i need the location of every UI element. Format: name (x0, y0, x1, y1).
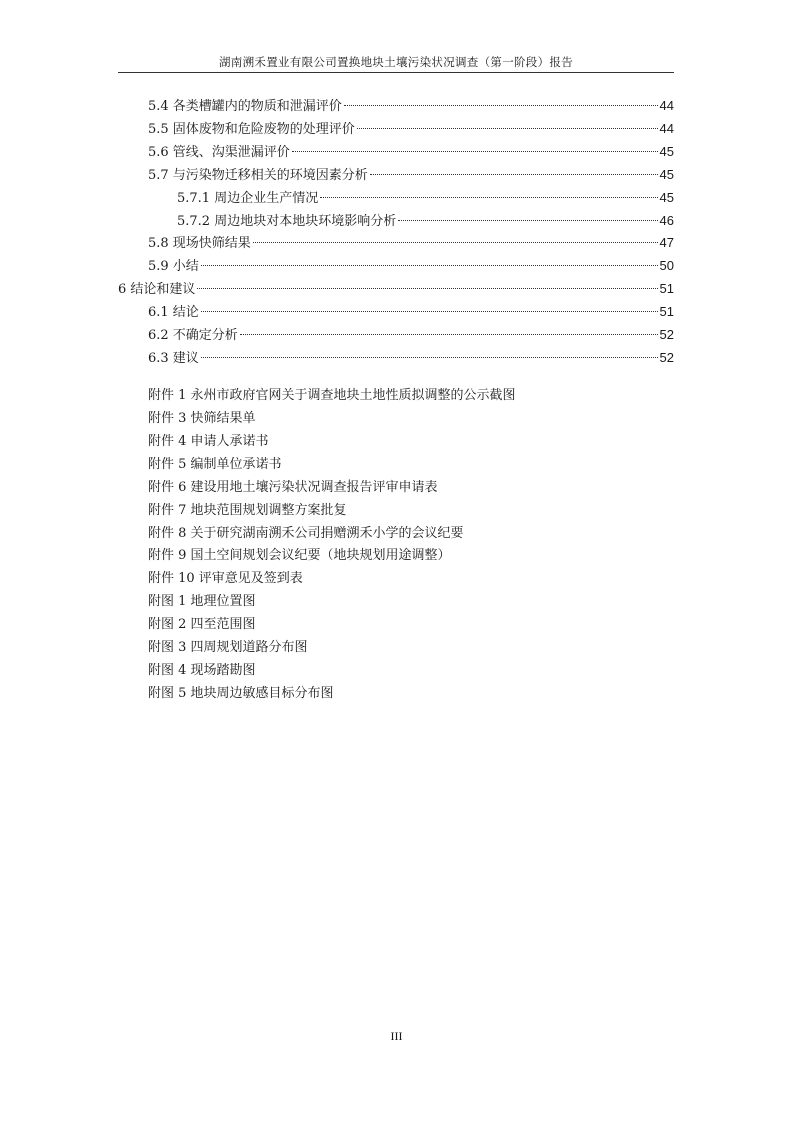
toc-leader-dots (320, 197, 657, 198)
appendix-item: 附件 6 建设用地土壤污染状况调查报告评审申请表 (148, 480, 438, 495)
toc-entry-label: 6.1 结论 (148, 305, 199, 320)
toc-entry-page: 50 (659, 258, 674, 273)
toc-leader-dots (370, 174, 658, 175)
toc-entry-page: 44 (659, 121, 674, 136)
toc-leader-dots (197, 288, 657, 289)
toc-entry-page: 45 (659, 167, 674, 182)
appendix-item: 附件 5 编制单位承诺书 (148, 457, 282, 472)
toc-leader-dots (201, 311, 658, 312)
figure-item: 附图 4 现场踏勘图 (148, 663, 256, 678)
toc-entry-page: 52 (659, 327, 674, 342)
appendix-item: 附件 1 永州市政府官网关于调查地块土地性质拟调整的公示截图 (148, 388, 516, 403)
appendix-item: 附件 4 申请人承诺书 (148, 434, 269, 449)
toc-entry-page: 45 (659, 190, 674, 205)
figure-item: 附图 5 地块周边敏感目标分布图 (148, 686, 334, 701)
toc-entry-page: 46 (659, 213, 674, 228)
toc-entry-label: 6.3 建议 (148, 351, 199, 366)
toc-leader-dots (398, 220, 657, 221)
toc-entry[interactable] (148, 303, 674, 321)
toc-entry-page: 51 (659, 281, 674, 296)
toc-entry-label: 5.7 与污染物迁移相关的环境因素分析 (148, 168, 368, 183)
page-number: III (390, 1029, 403, 1043)
toc-leader-dots (292, 151, 658, 152)
toc-entry-label: 6.2 不确定分析 (148, 328, 238, 343)
toc-entry[interactable] (177, 189, 674, 207)
toc-entry-label: 5.6 管线、沟渠泄漏评价 (148, 145, 290, 160)
toc-entry[interactable] (118, 280, 674, 298)
toc-entry-label: 5.5 固体废物和危险废物的处理评价 (148, 122, 355, 137)
toc-entry-page: 44 (659, 98, 674, 113)
toc-entry[interactable] (148, 257, 674, 275)
toc-entry-label: 6 结论和建议 (118, 282, 196, 297)
toc-entry-page: 47 (659, 235, 674, 250)
toc-leader-dots (201, 265, 658, 266)
toc-leader-dots (344, 105, 658, 106)
appendix-item: 附件 7 地块范围规划调整方案批复 (148, 503, 347, 518)
toc-entry[interactable] (177, 212, 674, 230)
toc-leader-dots (253, 242, 658, 243)
toc-leader-dots (240, 334, 658, 335)
header-rule (118, 72, 674, 73)
figure-item: 附图 2 四至范围图 (148, 617, 256, 632)
toc-entry[interactable] (148, 97, 674, 115)
toc-entry-label: 5.8 现场快筛结果 (148, 236, 251, 251)
toc-entry[interactable] (148, 234, 674, 252)
appendix-item: 附件 9 国土空间规划会议纪要（地块规划用途调整） (148, 548, 451, 563)
figure-item: 附图 3 四周规划道路分布图 (148, 640, 308, 655)
appendix-item: 附件 8 关于研究湖南溯禾公司捐赠溯禾小学的会议纪要 (148, 526, 464, 541)
appendix-item: 附件 3 快筛结果单 (148, 411, 256, 426)
running-header: 湖南溯禾置业有限公司置换地块土壤污染状况调查（第一阶段）报告 (219, 55, 573, 69)
toc-entry[interactable] (148, 349, 674, 367)
toc-entry-page: 52 (659, 350, 674, 365)
appendix-item: 附件 10 评审意见及签到表 (148, 571, 303, 586)
toc-leader-dots (201, 357, 658, 358)
toc-entry-page: 51 (659, 304, 674, 319)
toc-leader-dots (357, 128, 658, 129)
toc-entry-page: 45 (659, 144, 674, 159)
toc-entry[interactable] (148, 120, 674, 138)
toc-entry-label: 5.4 各类槽罐内的物质和泄漏评价 (148, 99, 342, 114)
figure-item: 附图 1 地理位置图 (148, 594, 256, 609)
toc-entry[interactable] (148, 326, 674, 344)
toc-entry[interactable] (148, 143, 674, 161)
toc-entry-label: 5.7.2 周边地块对本地块环境影响分析 (177, 214, 397, 229)
toc-entry-label: 5.7.1 周边企业生产情况 (177, 191, 319, 206)
toc-entry[interactable] (148, 166, 674, 184)
toc-entry-label: 5.9 小结 (148, 259, 199, 274)
